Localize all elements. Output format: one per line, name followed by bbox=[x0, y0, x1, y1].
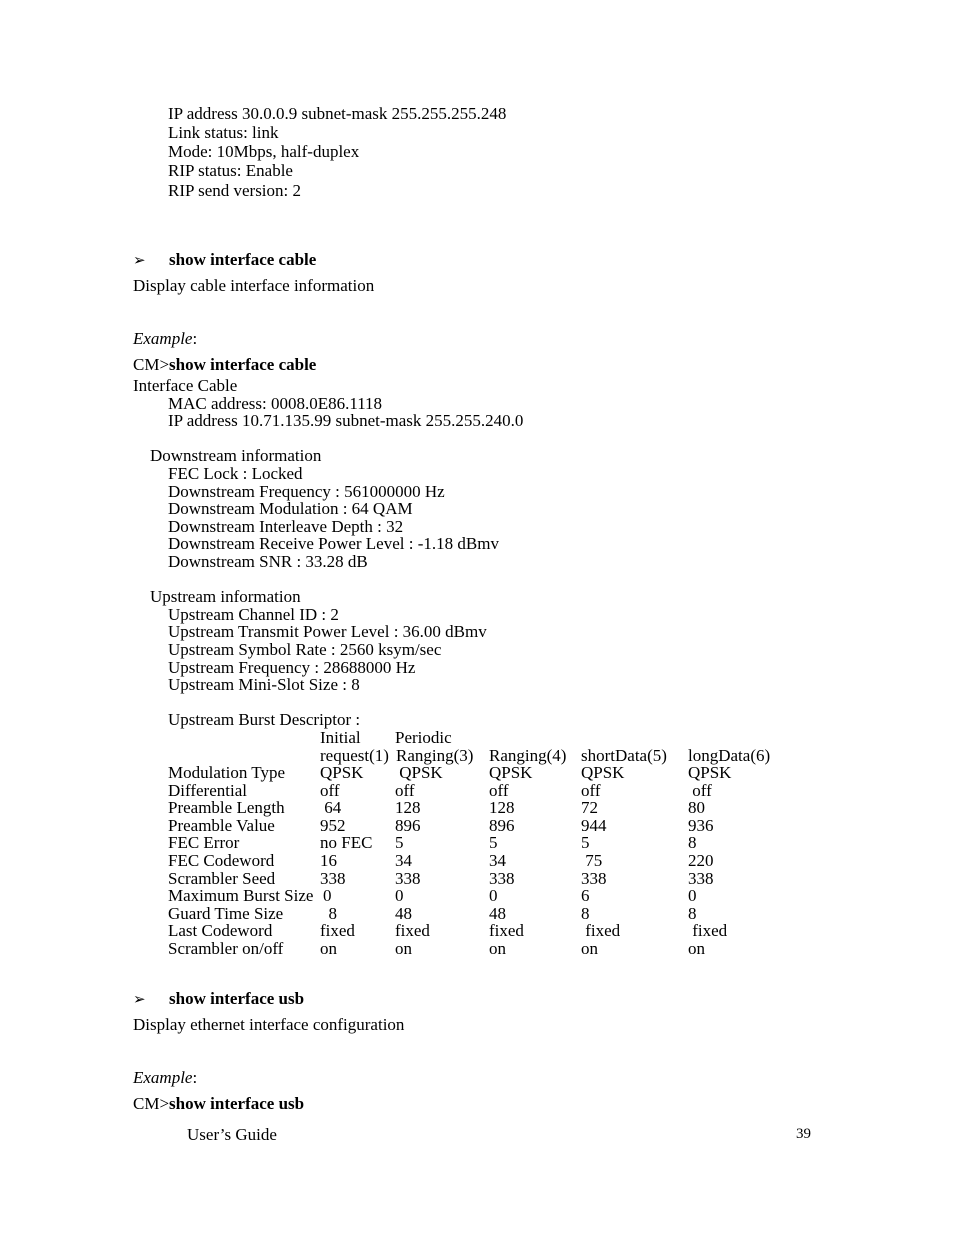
table-cell: QPSK bbox=[489, 763, 533, 782]
table-cell: fixed bbox=[581, 921, 621, 940]
table-cell: fixed bbox=[489, 921, 524, 940]
table-cell: off bbox=[489, 781, 509, 800]
table-cell: off bbox=[688, 781, 712, 800]
section-heading-usb: show interface usb bbox=[169, 989, 305, 1008]
table-header: Ranging(3) bbox=[396, 746, 474, 765]
table-cell: 6 bbox=[581, 886, 590, 905]
table-row-label: FEC Error bbox=[168, 833, 240, 852]
table-row-label: Maximum Burst Size bbox=[168, 886, 314, 905]
table-cell: 34 bbox=[489, 851, 506, 870]
table-row-label: Guard Time Size bbox=[168, 904, 284, 923]
table-cell: fixed bbox=[320, 921, 355, 940]
rip-version-line: RIP send version: 2 bbox=[168, 181, 302, 200]
table-cell: on bbox=[489, 939, 506, 958]
table-header: Periodic bbox=[395, 728, 452, 747]
table-cell: 16 bbox=[320, 851, 337, 870]
table-cell: 338 bbox=[320, 869, 346, 888]
table-cell: 48 bbox=[395, 904, 412, 923]
table-cell: 128 bbox=[489, 798, 515, 817]
table-cell: fixed bbox=[395, 921, 430, 940]
mac-line: MAC address: 0008.0E86.1118 bbox=[168, 394, 383, 413]
table-row-label: Modulation Type bbox=[168, 763, 286, 782]
upstream-line: Upstream Mini-Slot Size : 8 bbox=[168, 675, 360, 694]
downstream-line: Downstream SNR : 33.28 dB bbox=[168, 552, 368, 571]
table-cell: 5 bbox=[395, 833, 404, 852]
table-row-label: Scrambler on/off bbox=[168, 939, 284, 958]
table-cell: 936 bbox=[688, 816, 714, 835]
table-cell: off bbox=[395, 781, 415, 800]
table-cell: 338 bbox=[395, 869, 421, 888]
upstream-line: Upstream Symbol Rate : 2560 ksym/sec bbox=[168, 640, 442, 659]
table-header: Ranging(4) bbox=[489, 746, 567, 765]
table-header: longData(6) bbox=[688, 746, 771, 765]
link-status-line: Link status: link bbox=[168, 123, 279, 142]
table-cell: 896 bbox=[395, 816, 421, 835]
table-row-label: FEC Codeword bbox=[168, 851, 275, 870]
section-desc-cable: Display cable interface information bbox=[133, 276, 375, 295]
table-cell: on bbox=[581, 939, 598, 958]
table-header: shortData(5) bbox=[581, 746, 667, 765]
table-cell: 338 bbox=[489, 869, 515, 888]
command-line-usb: CM>show interface usb bbox=[133, 1094, 305, 1113]
table-row-label: Preamble Value bbox=[168, 816, 275, 835]
cable-ip-line: IP address 10.71.135.99 subnet-mask 255.255.240.0 bbox=[168, 411, 524, 430]
downstream-line: Downstream Receive Power Level : -1.18 dBmv bbox=[168, 534, 499, 553]
downstream-line: Downstream Modulation : 64 QAM bbox=[168, 499, 413, 518]
table-cell: off bbox=[581, 781, 601, 800]
downstream-line: FEC Lock : Locked bbox=[168, 464, 303, 483]
table-header: Initial bbox=[320, 728, 361, 747]
table-cell: 8 bbox=[581, 904, 590, 923]
table-row-label: Scrambler Seed bbox=[168, 869, 276, 888]
interface-title: Interface Cable bbox=[133, 376, 238, 395]
downstream-line: Downstream Interleave Depth : 32 bbox=[168, 517, 404, 536]
downstream-title: Downstream information bbox=[150, 446, 322, 465]
table-cell: 75 bbox=[581, 851, 603, 870]
bullet-arrow-icon: ➢ bbox=[133, 990, 146, 1008]
table-cell: 220 bbox=[688, 851, 714, 870]
upstream-line: Upstream Frequency : 28688000 Hz bbox=[168, 658, 416, 677]
table-cell: 72 bbox=[581, 798, 598, 817]
table-row-label: Differential bbox=[168, 781, 247, 800]
table-cell: 8 bbox=[688, 904, 697, 923]
section-desc-usb: Display ethernet interface configuration bbox=[133, 1015, 405, 1034]
table-cell: no FEC bbox=[320, 833, 373, 852]
upstream-line: Upstream Channel ID : 2 bbox=[168, 605, 339, 624]
table-cell: 338 bbox=[688, 869, 714, 888]
table-cell: 64 bbox=[320, 798, 342, 817]
table-row-label: Last Codeword bbox=[168, 921, 273, 940]
table-cell: 48 bbox=[489, 904, 506, 923]
table-cell: 952 bbox=[320, 816, 346, 835]
table-cell: fixed bbox=[688, 921, 728, 940]
table-cell: 0 bbox=[688, 886, 697, 905]
table-cell: QPSK bbox=[581, 763, 625, 782]
table-cell: off bbox=[320, 781, 340, 800]
table-header: request(1) bbox=[320, 746, 389, 765]
table-cell: 8 bbox=[320, 904, 337, 923]
table-cell: on bbox=[395, 939, 412, 958]
table-cell: 8 bbox=[688, 833, 697, 852]
rip-status-line: RIP status: Enable bbox=[168, 161, 293, 180]
table-row-label: Preamble Length bbox=[168, 798, 285, 817]
table-cell: 0 bbox=[489, 886, 498, 905]
section-heading-cable: show interface cable bbox=[169, 250, 317, 269]
table-cell: 5 bbox=[489, 833, 498, 852]
upstream-line: Upstream Transmit Power Level : 36.00 dBmv bbox=[168, 622, 487, 641]
bullet-arrow-icon: ➢ bbox=[133, 251, 146, 269]
table-cell: 896 bbox=[489, 816, 515, 835]
table-cell: QPSK bbox=[320, 763, 364, 782]
command-line-cable: CM>show interface cable bbox=[133, 355, 317, 374]
table-cell: on bbox=[688, 939, 705, 958]
table-cell: 80 bbox=[688, 798, 705, 817]
table-cell: QPSK bbox=[688, 763, 732, 782]
table-cell: 944 bbox=[581, 816, 607, 835]
table-cell: QPSK bbox=[395, 763, 443, 782]
table-cell: 0 bbox=[395, 886, 404, 905]
downstream-line: Downstream Frequency : 561000000 Hz bbox=[168, 482, 445, 501]
example-label-cable: Example: bbox=[133, 329, 198, 348]
footer-guide-label: User’s Guide bbox=[187, 1125, 277, 1144]
upstream-title: Upstream information bbox=[150, 587, 301, 606]
ip-line: IP address 30.0.0.9 subnet-mask 255.255.255.248 bbox=[168, 104, 507, 123]
table-cell: on bbox=[320, 939, 337, 958]
mode-line: Mode: 10Mbps, half-duplex bbox=[168, 142, 360, 161]
example-label-usb: Example: bbox=[133, 1068, 198, 1087]
table-cell: 0 bbox=[323, 886, 332, 905]
burst-descriptor-title: Upstream Burst Descriptor : bbox=[168, 710, 361, 729]
page-number: 39 bbox=[796, 1126, 811, 1142]
table-cell: 128 bbox=[395, 798, 421, 817]
table-cell: 5 bbox=[581, 833, 590, 852]
table-cell: 34 bbox=[395, 851, 412, 870]
table-cell: 338 bbox=[581, 869, 607, 888]
